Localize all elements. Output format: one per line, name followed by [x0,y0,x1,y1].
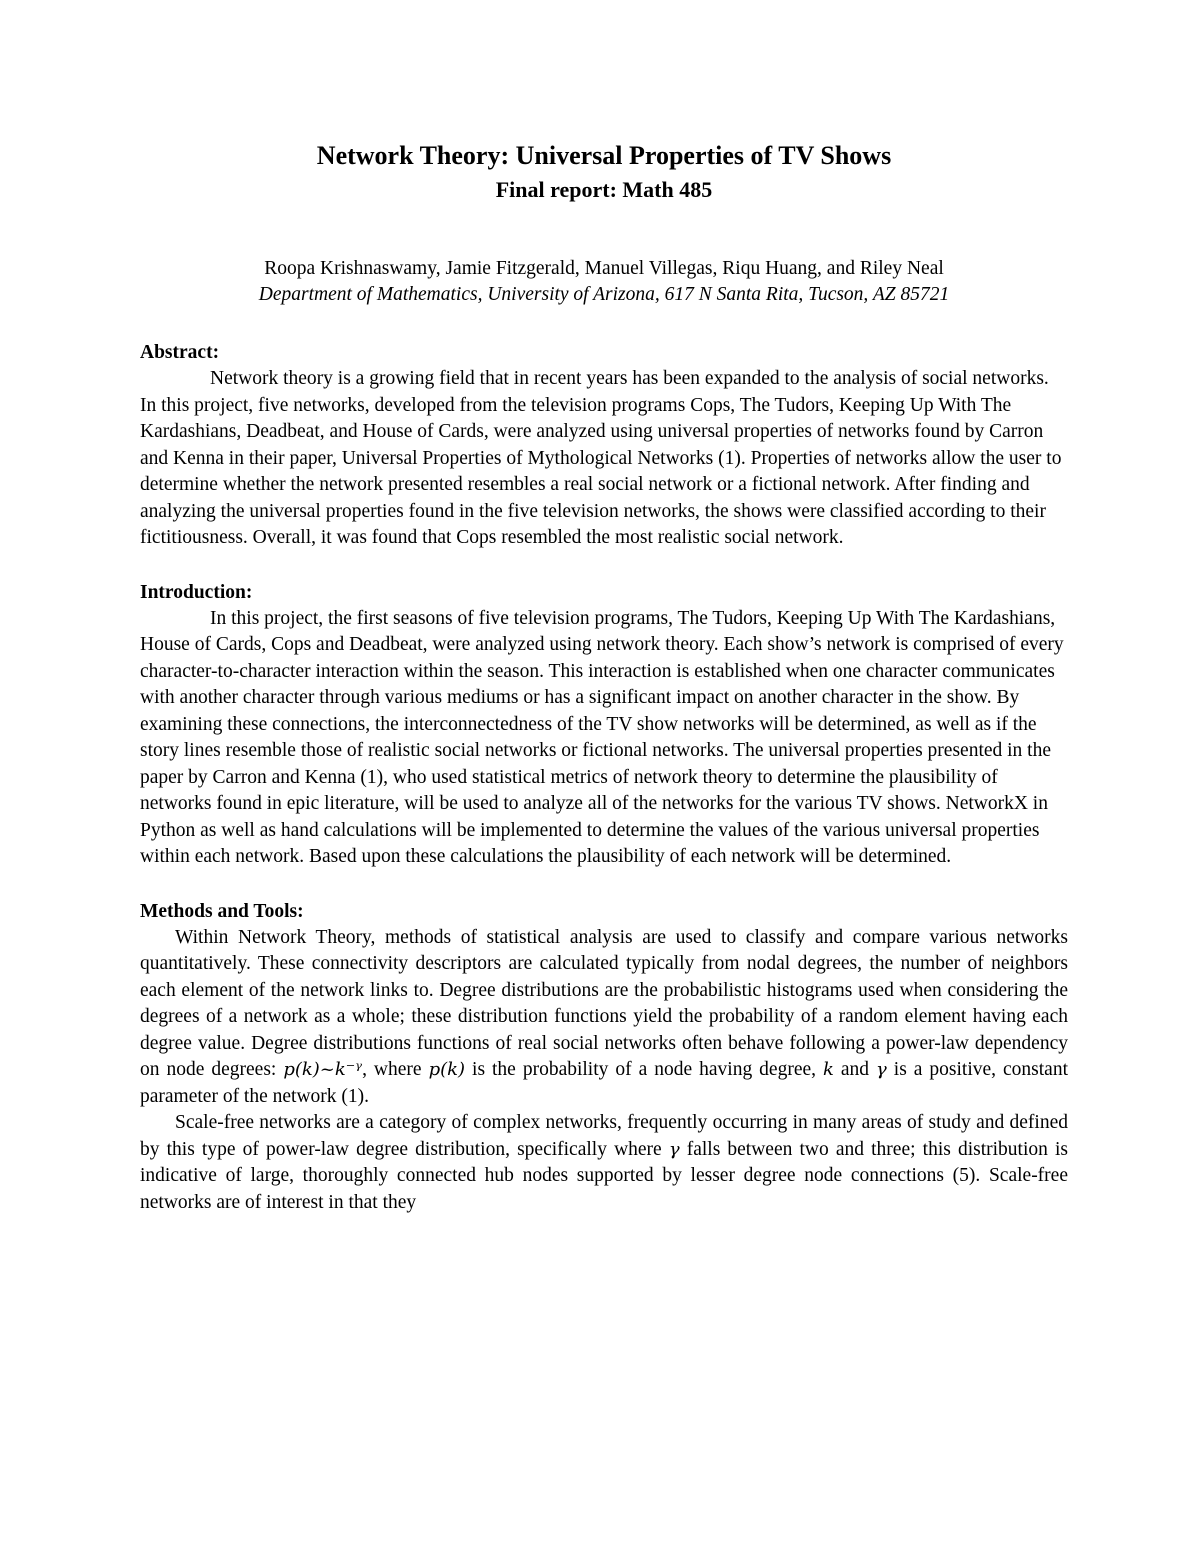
methods-paragraph-1 [140,925,1068,1111]
paper-title: Network Theory: Universal Properties of TV Shows [316,141,892,170]
gamma-symbol-2: γ [668,1138,680,1160]
methods-p1-text-b: , where [362,1059,429,1080]
degree-symbol: k [823,1059,834,1080]
methods-p2-text-b: falls between two and three; this distribution is indicative of large, thoroughly connected hub nodes supported by lesser degree node connections (5). Scale-free networks are of interest in that they [140,1138,1068,1213]
abstract-text: Network theory is a growing field that in recent years has been expanded to the analysis of social networks. In this project, five networks, developed from the television programs Cops, The Tudors, Keeping Up With The Kardashians, Deadbeat, and House of Cards, were analyzed using universal properties of networks found by Carron and Kenna in their paper, Universal Properties of Mythological Networks (1). Properties of networks allow the user to determine whether the network presented resembles a real social network or a fictional network. After finding and analyzing the universal properties found in the five television networks, the shows were classified according to their fictitiousness. Overall, it was found that Cops resembled the most realistic social network. [140,368,1062,548]
methods-p1-text-e: is a positive, constant parameter of the network (1). [140,1059,1069,1107]
page-content [140,140,1068,1216]
methods-p1-text-a: Within Network Theory, methods of statistical analysis are used to classify and compare various networks quantitatively. These connectivity descriptors are calculated typically from nodal degrees, the number of neighbors each element of the network links to. Degree distributions are the probabilistic histograms used when considering the degrees of a network as a whole; these distribution functions yield the probability of a random element having each degree value. Degree distributions functions of real social networks often behave following a power-law dependency on node degrees: [140,926,1068,1080]
methods-p2-text-a: Scale-free networks are a category of complex networks, frequently occurring in many areas of study and defined by this type of power-law degree distribution, specifically where [140,1112,1068,1160]
author-list: Roopa Krishnaswamy, Jamie Fitzgerald, Manuel Villegas, Riqu Huang, and Riley Neal [264,258,944,279]
methods-paragraph-2 [140,1110,1068,1216]
power-law-formula: p(k)~k⁻ᵞ [283,1059,363,1080]
introduction-text: In this project, the first seasons of five television programs, The Tudors, Keeping Up With The Kardashians, House of Cards, Cops and Deadbeat, were analyzed using network theory. Each show’s network is comprised of every character-to-character interaction within the season. This interaction is established when one character communicates with another character through various mediums or has a significant impact on another character in the show. By examining these connections, the interconnectedness of the TV show networks will be determined, as well as if the story lines resemble those of realistic social networks or fictional networks. The universal properties presented in the paper by Carron and Kenna (1), who used statistical metrics of network theory to determine the plausibility of networks found in epic literature, will be used to analyze all of the networks for the various TV shows. NetworkX in Python as well as hand calculations will be implemented to determine the values of the various universal properties within each network. Based upon these calculations the plausibility of each network will be determined. [140,607,1064,867]
abstract-heading: Abstract: [140,342,220,363]
methods-heading: Methods and Tools: [140,900,304,922]
probability-symbol: p(k) [428,1059,466,1080]
author-affiliation: Department of Mathematics, University of Arizona, 617 N Santa Rita, Tucson, AZ 85721 [258,284,950,305]
introduction-section [140,580,1068,871]
methods-p1-text-c: is the probability of a node having degree, [465,1059,823,1080]
methods-p1-text-d: and [833,1059,877,1080]
methods-section [140,899,1068,1217]
paper-subtitle: Final report: Math 485 [495,177,713,202]
abstract-section [140,340,1068,552]
gamma-symbol: γ [876,1059,887,1080]
introduction-heading: Introduction: [140,581,253,603]
